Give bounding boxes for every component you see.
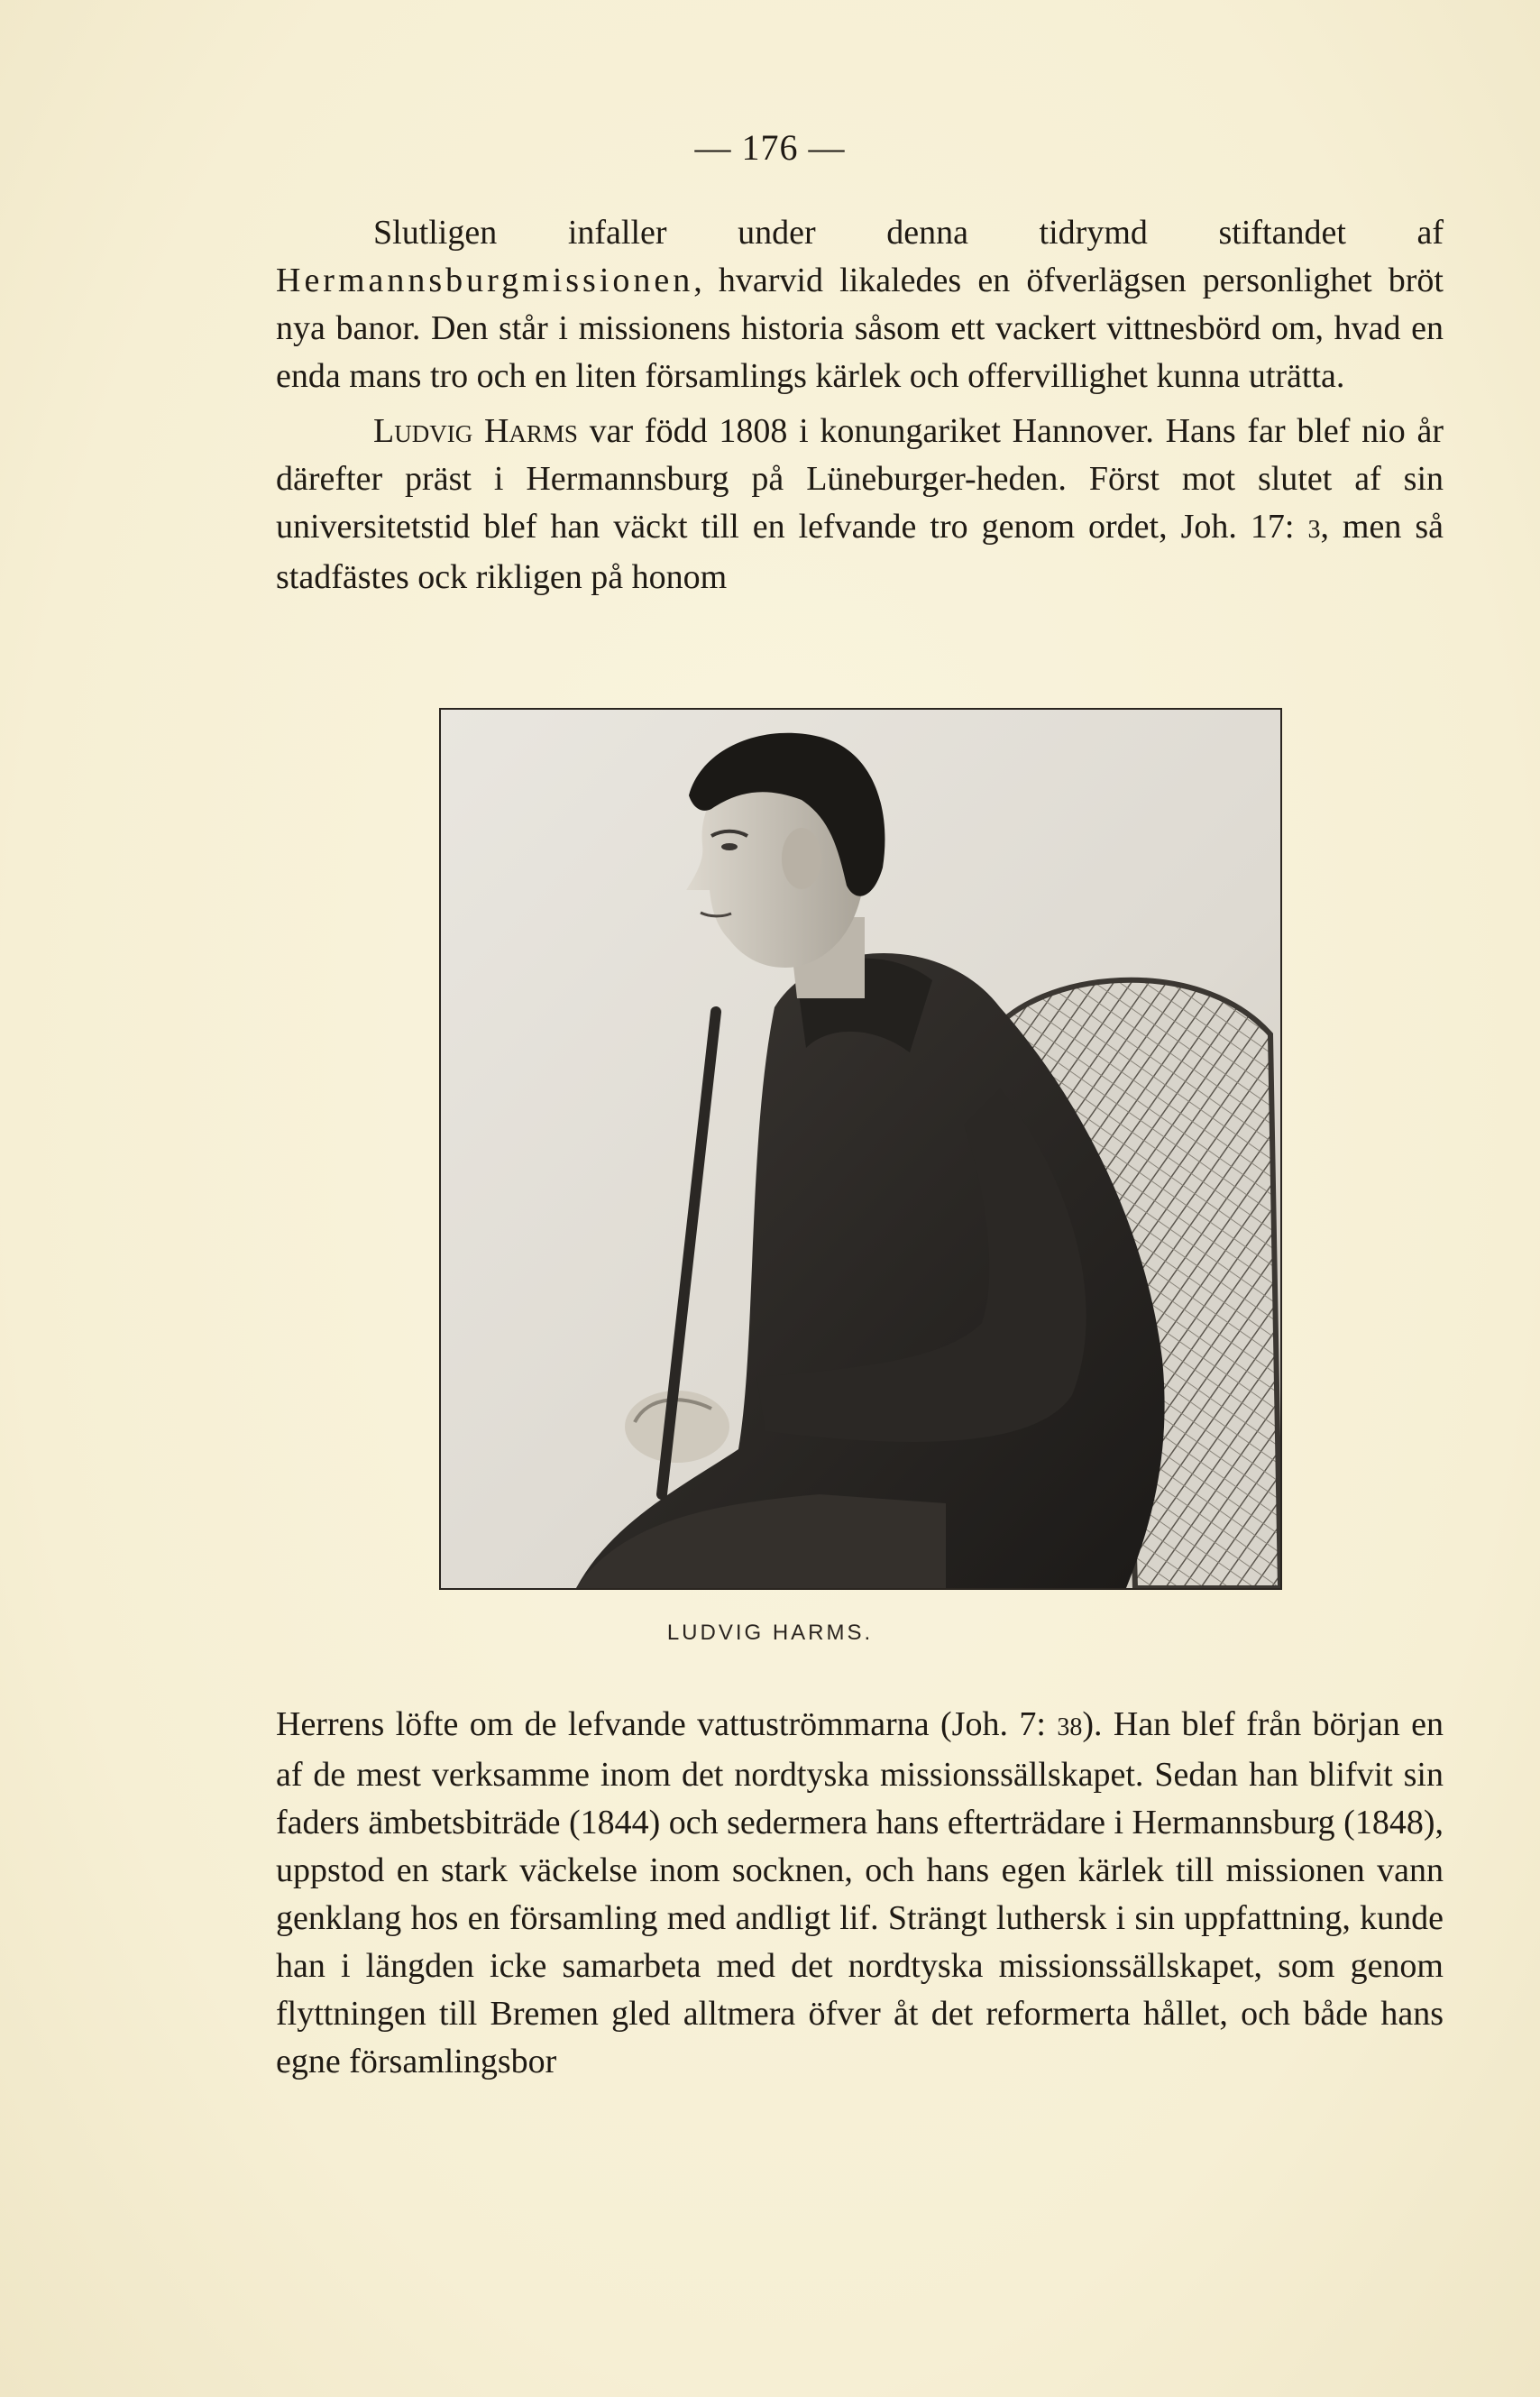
page-number: — 176 — — [694, 127, 846, 168]
paragraph-1-text-a: Slutligen infaller under denna tidrymd stiftandet af — [373, 214, 1444, 252]
figure-caption: LUDVIG HARMS. — [666, 1621, 874, 1645]
portrait-figure — [439, 708, 1282, 1590]
paragraph-2 — [276, 408, 1444, 602]
paragraph-2-text-b: , men så stadfästes ock rikligen på honom — [276, 508, 1444, 596]
paragraph-1 — [276, 209, 1444, 400]
paragraph-1-text-b: , hvarvid likaledes en öfverlägsen personlighet bröt nya banor. Den står i missionens historia såsom ett vackert vittnesbörd om, hvad en enda mans tro och en liten församlings kärlek och offervillighet kunna uträtta. — [276, 262, 1444, 395]
paragraph-3-text-a: Herrens löfte om de lefvande vattuströmmarna (Joh. 7: — [276, 1705, 1058, 1743]
text-block-bottom — [276, 1701, 1444, 2086]
paragraph-2-name: Ludvig Harms — [373, 412, 578, 450]
paragraph-2-text-a: var född 1808 i konungariket Hannover. Hans far blef nio år därefter präst i Hermannsburg på Lüneburger-heden. Först mot slutet af sin universitetstid blef han väckt till en lefvande tro genom ordet, Joh. 17: — [276, 412, 1444, 546]
text-block-top — [276, 209, 1444, 602]
paragraph-1-spaced-term: Hermannsburgmissionen — [276, 262, 694, 299]
paragraph-2-verse-ref: 3 — [1307, 516, 1321, 544]
paragraph-3-verse-ref: 38 — [1057, 1713, 1083, 1741]
paragraph-3-text-b: ). Han blef från början en af de mest verksamme inom det nordtyska missionssällskapet. Sedan han blifvit sin faders ämbetsbiträde (1844) och sedermera hans efterträdare i Hermannsburg (1848), uppstod en stark väckelse inom socknen, och hans egen kärlek till missionen vann genklang hos en församling med andligt lif. Strängt luthersk i sin uppfattning, kunde han i längden icke samarbeta med det nordtyska missionssällskapet, som genom flyttningen till Bremen gled alltmera öfver åt det reformerta hållet, och både hans egne församlingsbor — [276, 1705, 1444, 2080]
paragraph-3 — [276, 1701, 1444, 2086]
portrait-illustration — [441, 710, 1280, 1588]
